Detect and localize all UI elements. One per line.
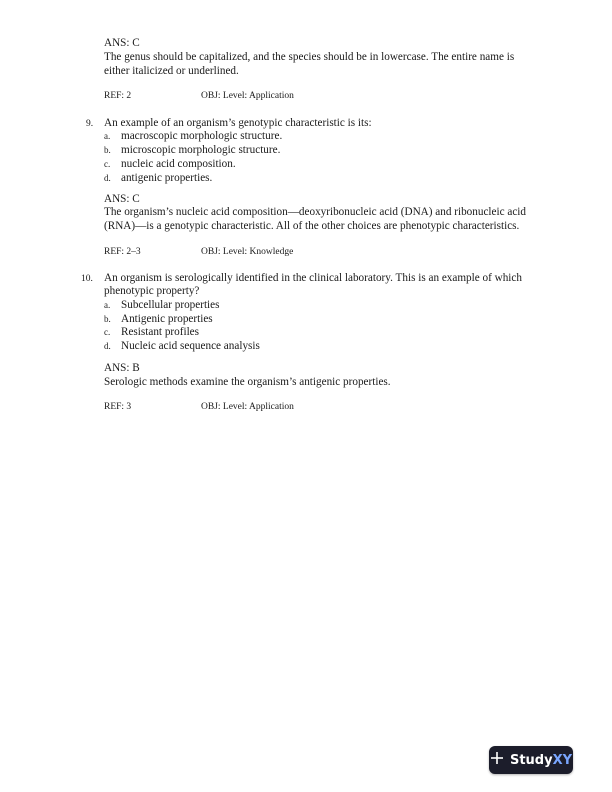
q9-option-d: antigenic properties. — [121, 172, 213, 184]
q10-option-a: Subcellular properties — [121, 299, 220, 311]
q9-option-a: macroscopic morphologic structure. — [121, 130, 283, 142]
studyxy-logo-text — [510, 753, 572, 768]
q8-answer: ANS: C — [104, 37, 140, 49]
q9-answer: ANS: C — [104, 193, 140, 205]
q10-option-a-letter: a. — [104, 300, 111, 310]
q9-rationale-line-2: (RNA)—is a genotypic characteristic. All of the other choices are phenotypic characteristics. — [104, 220, 520, 232]
q8-rationale-line-2: either italicized or underlined. — [104, 65, 239, 77]
q9-ref: REF: 2–3 — [104, 247, 141, 257]
q10-rationale-line-1: Serologic methods examine the organism’s antigenic properties. — [104, 376, 391, 388]
studyxy-badge[interactable] — [489, 746, 573, 774]
q9-rationale-line-1: The organism’s nucleic acid composition—deoxyribonucleic acid (DNA) and ribonucleic acid — [104, 206, 526, 218]
q9-stem: An example of an organism’s genotypic characteristic is its: — [104, 117, 372, 129]
q8-rationale-line-1: The genus should be capitalized, and the species should be in lowercase. The entire name is — [104, 51, 515, 63]
q10-answer: ANS: B — [104, 362, 140, 374]
q10-option-b: Antigenic properties — [121, 313, 213, 325]
plus-icon — [490, 751, 504, 770]
q10-stem-line-1: An organism is serologically identified in the clinical laboratory. This is an example of which — [104, 272, 522, 284]
q9-option-c: nucleic acid composition. — [121, 158, 236, 170]
q9-obj: OBJ: Level: Knowledge — [201, 247, 294, 257]
q9-option-a-letter: a. — [104, 131, 111, 141]
q10-stem-line-2: phenotypic property? — [104, 285, 200, 297]
q9-number: 9. — [86, 119, 94, 129]
q9-option-b: microscopic morphologic structure. — [121, 144, 281, 156]
q10-option-b-letter: b. — [104, 314, 111, 324]
q10-number: 10. — [81, 274, 93, 284]
q10-obj: OBJ: Level: Application — [201, 402, 294, 412]
q8-obj: OBJ: Level: Application — [201, 91, 294, 101]
brand-accent: XY — [552, 752, 573, 768]
q9-option-c-letter: c. — [104, 159, 111, 169]
q10-option-c: Resistant profiles — [121, 326, 199, 338]
q10-option-d: Nucleic acid sequence analysis — [121, 340, 260, 352]
q10-ref: REF: 3 — [104, 402, 132, 412]
q10-option-c-letter: c. — [104, 327, 111, 337]
q9-option-d-letter: d. — [104, 173, 111, 183]
brand-main: Study — [509, 752, 553, 768]
q8-ref: REF: 2 — [104, 91, 132, 101]
q10-option-d-letter: d. — [104, 341, 111, 351]
q9-option-b-letter: b. — [104, 145, 111, 155]
